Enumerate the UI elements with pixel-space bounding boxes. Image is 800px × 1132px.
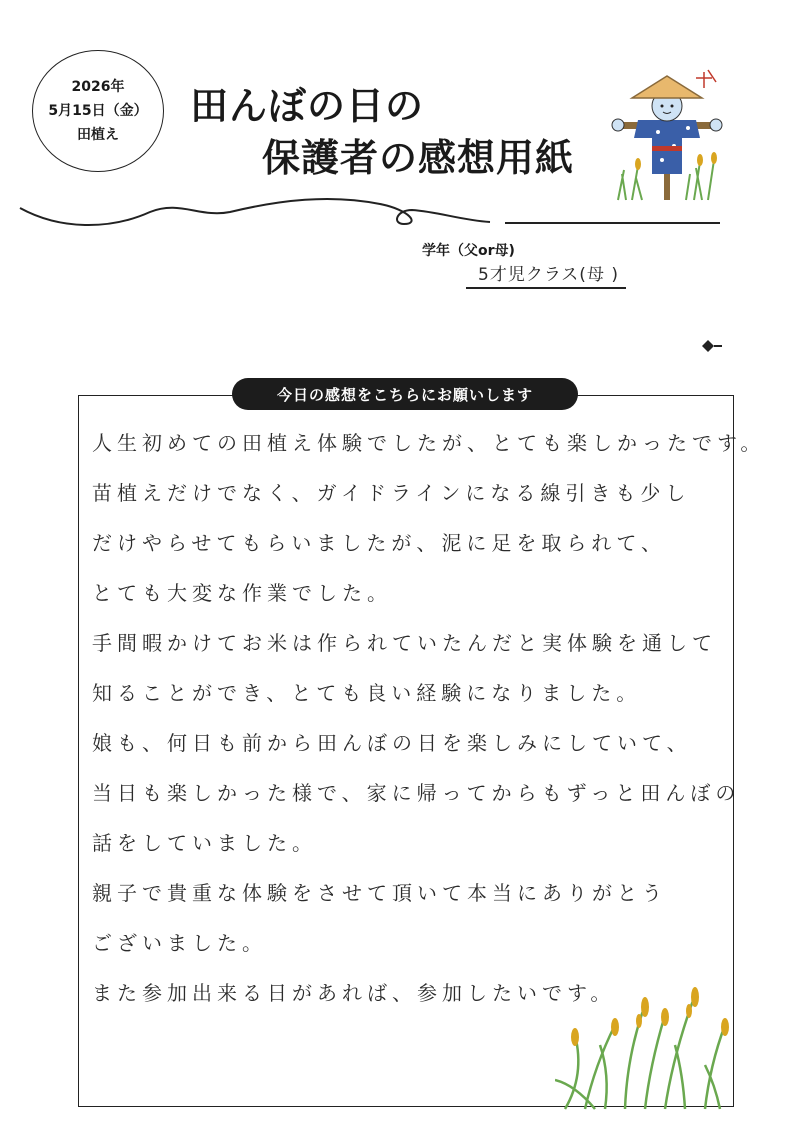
title-line-2: 保護者の感想用紙 — [262, 136, 575, 180]
comment-line: 親子で貴重な体験をさせて頂いて本当にありがとう — [92, 881, 667, 905]
event-activity: 田植え — [77, 127, 119, 143]
grade-label: 学年（父or母) — [422, 243, 515, 259]
swirl-line-decoration — [0, 190, 800, 240]
comment-line: だけやらせてもらいましたが、泥に足を取られて、 — [92, 531, 666, 555]
grade-value[interactable]: 5才児クラス(母 ) — [478, 265, 619, 285]
comment-line: 苗植えだけでなく、ガイドラインになる線引きも少し — [92, 481, 691, 505]
date-circle — [32, 50, 164, 172]
grade-underline — [466, 287, 626, 289]
rice-plant-icon — [555, 985, 735, 1110]
comment-line: ございました。 — [92, 931, 267, 955]
comment-line: また参加出来る日があれば、参加したいです。 — [92, 981, 616, 1005]
comment-line: 知ることができ、とても良い経験になりました。 — [92, 681, 642, 705]
event-year: 2026年 — [71, 79, 125, 95]
page-title — [190, 80, 574, 184]
comment-line: 人生初めての田植え体験でしたが、とても楽しかったです。 — [92, 431, 766, 455]
comment-line: 娘も、何日も前から田んぼの日を楽しみにしていて、 — [92, 731, 692, 755]
comment-text — [92, 418, 766, 1018]
comment-line: 話をしていました。 — [92, 831, 317, 855]
comment-line: 手間暇かけてお米は作られていたんだと実体験を通して — [92, 631, 717, 655]
comment-line: とても大変な作業でした。 — [92, 581, 392, 605]
diamond-mark-icon — [700, 338, 724, 354]
event-date: 5月15日（金） — [48, 103, 148, 119]
comment-banner: 今日の感想をこちらにお願いします — [232, 378, 578, 410]
title-line-1: 田んぼの日の — [190, 84, 425, 128]
comment-line: 当日も楽しかった様で、家に帰ってからもずっと田んぼの — [92, 781, 741, 805]
scarecrow-icon — [608, 62, 728, 202]
